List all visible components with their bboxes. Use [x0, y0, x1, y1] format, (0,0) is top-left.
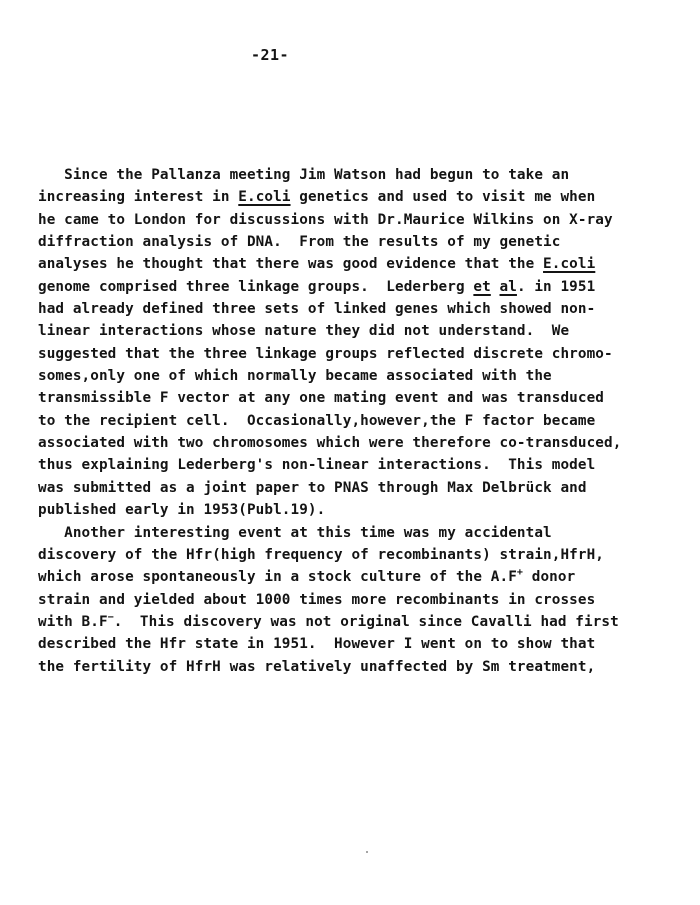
text-line — [38, 365, 678, 387]
text-segment: to the recipient cell. Occasionally,however,the F factor became — [38, 412, 596, 429]
text-line — [38, 276, 678, 298]
scan-speck — [366, 851, 368, 853]
page-number: -21- — [250, 46, 290, 64]
superscript: + — [516, 567, 524, 579]
text-segment: Since the Pallanza meeting Jim Watson had begun to take an — [38, 167, 570, 183]
text-segment: . This discovery was not original since Cavalli had first — [113, 613, 619, 630]
text-line — [38, 656, 678, 678]
underlined-term: et — [473, 278, 491, 295]
underlined-term: E.coli — [238, 189, 291, 206]
text-segment: increasing interest in — [38, 189, 239, 206]
text-segment: the fertility of HfrH was relatively unaffected by Sm treatment, — [38, 658, 596, 675]
body-text — [38, 164, 678, 678]
text-line — [38, 410, 678, 432]
text-segment: analyses he thought that there was good evidence that the — [38, 256, 544, 273]
text-segment: donor — [523, 569, 576, 586]
text-segment: described the Hfr state in 1951. However I went on to show that — [38, 636, 596, 653]
text-line — [38, 298, 678, 320]
text-segment: discovery of the Hfr(high frequency of recombinants) strain,HfrH, — [38, 546, 604, 563]
text-line — [38, 544, 678, 566]
text-line — [38, 499, 678, 521]
text-segment: published early in 1953(Publ.19). — [38, 502, 326, 519]
text-segment — [491, 279, 500, 295]
text-segment: which arose spontaneously in a stock culture of the A.F — [38, 569, 517, 586]
text-line — [38, 454, 678, 476]
paragraph — [38, 522, 678, 678]
text-segment: suggested that the three linkage groups reflected discrete chromo- — [38, 345, 613, 362]
paragraph — [38, 164, 678, 522]
text-segment: linear interactions whose nature they did not understand. We — [38, 323, 570, 340]
text-line — [38, 186, 678, 208]
text-line — [38, 432, 678, 454]
underlined-term: al — [499, 278, 517, 295]
text-segment: with B.F — [38, 613, 108, 630]
text-segment: associated with two chromosomes which were therefore co-transduced, — [38, 435, 622, 452]
text-segment: was submitted as a joint paper to PNAS through Max Delbrück and — [38, 479, 587, 496]
text-line — [38, 253, 678, 275]
text-segment: thus explaining Lederberg's non-linear interactions. This model — [38, 457, 596, 474]
superscript: − — [107, 611, 114, 623]
text-line — [38, 633, 678, 655]
text-segment: transmissible F vector at any one mating event and was transduced — [38, 390, 604, 407]
text-line — [38, 209, 678, 231]
text-line — [38, 320, 678, 342]
text-line — [38, 387, 678, 409]
text-segment: genetics and used to visit me when — [290, 189, 596, 206]
text-line — [38, 343, 678, 365]
text-segment: diffraction analysis of DNA. From the results of my genetic — [38, 234, 561, 251]
text-line — [38, 611, 678, 633]
text-line — [38, 566, 678, 588]
text-line — [38, 477, 678, 499]
text-segment: . in 1951 — [516, 278, 596, 295]
text-line — [38, 589, 678, 611]
text-segment: Another interesting event at this time was my accidental — [38, 524, 552, 541]
text-segment: strain and yielded about 1000 times more recombinants in crosses — [38, 591, 596, 608]
text-line — [38, 164, 678, 186]
text-segment: he came to London for discussions with Dr.Maurice Wilkins on X-ray — [38, 211, 613, 228]
text-segment: somes,only one of which normally became associated with the — [38, 368, 552, 385]
underlined-term: E.coli — [543, 256, 596, 273]
text-segment: had already defined three sets of linked genes which showed non- — [38, 301, 596, 318]
text-line — [38, 231, 678, 253]
text-segment: genome comprised three linkage groups. Lederberg — [38, 278, 474, 295]
text-line — [38, 522, 678, 544]
